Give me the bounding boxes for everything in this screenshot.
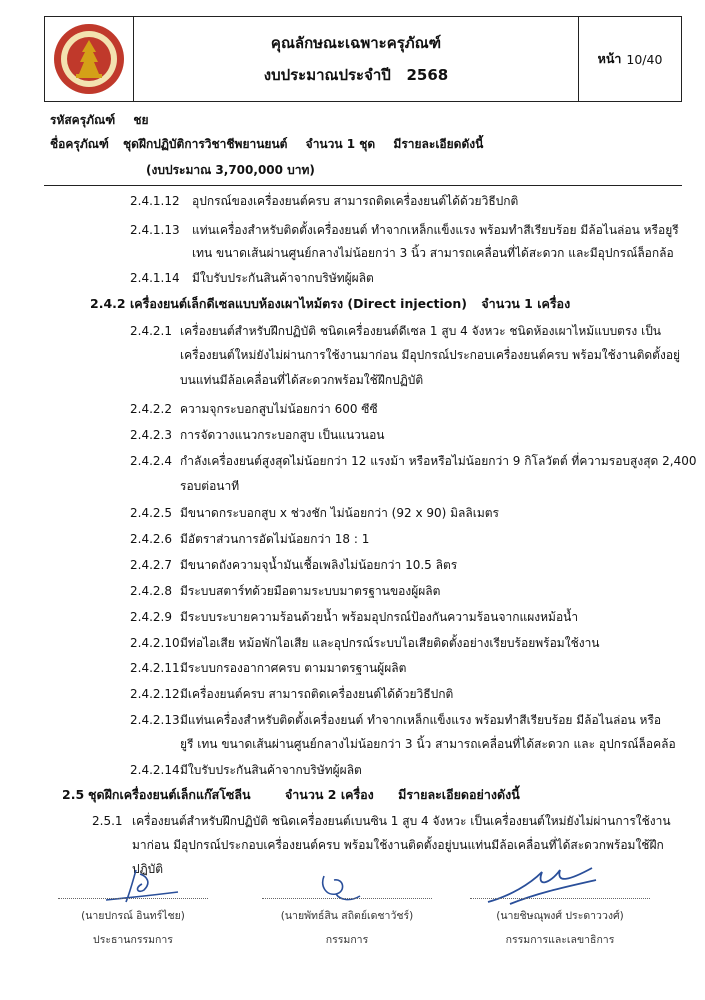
list-item: 2.4.1.13 แท่นเครื่องสำหรับติดตั้งเครื่องยนต์ ทำจากเหล็กแข็งแรง พร้อมทำสีเรียบร้อย มีล้อไนล่อน หรือยูรี (130, 223, 679, 237)
header-title-block (134, 17, 578, 101)
item-name-label: ชื่อครุภัณฑ์ (50, 137, 109, 151)
item-budget: (งบประมาณ 3,700,000 บาท) (146, 163, 315, 177)
list-item: 2.4.2.6 มีอัตราส่วนการอัดไม่น้อยกว่า 18 : 1 (130, 532, 370, 546)
list-item: 2.4.2.3 การจัดวางแนวกระบอกสูบ เป็นแนวนอน (130, 428, 385, 442)
list-item-continuation: เครื่องยนต์ใหม่ยังไม่ผ่านการใช้งานมาก่อน มีอุปกรณ์ประกอบเครื่องยนต์ครบ พร้อมใช้งานติดตั้งอยู่ (180, 348, 681, 362)
page-value: 10/40 (626, 51, 663, 67)
vocational-education-seal-icon (52, 22, 126, 96)
list-item: 2.4.2.10มีท่อไอเสีย หม้อพักไอเสีย และอุปกรณ์ระบบไอเสียติดตั้งอย่างเรียบร้อยพร้อมใช้งาน (130, 636, 600, 650)
item-name-value: ชุดฝึกปฏิบัติการวิชาชีพยานยนต์ (123, 137, 288, 151)
list-item: 2.4.2.7 มีขนาดถังความจุน้ำมันเชื้อเพลิงไม่น้อยกว่า 10.5 ลิตร (130, 558, 458, 572)
list-item: 2.4.2.5 มีขนาดกระบอกสูบ x ช่วงชัก ไม่น้อยกว่า (92 x 90) มิลลิเมตร (130, 506, 499, 520)
logo-cell (45, 17, 134, 101)
signer-role: กรรมการและเลขาธิการ (505, 934, 615, 946)
item-code-label: รหัสครุภัณฑ์ (50, 113, 116, 127)
item-detail-note: มีรายละเอียดดังนี้ (393, 137, 484, 151)
list-item-continuation: มาก่อน มีอุปกรณ์ประกอบเครื่องยนต์ครบ พร้อมใช้งานติดตั้งอยู่บนแท่นมีล้อเคลื่อนที่ได้สะดวกพร้อมใช้ฝึก (132, 838, 664, 852)
list-item-continuation: เทน ขนาดเส้นผ่านศูนย์กลางไม่น้อยกว่า 3 นิ้ว สามารถเคลื่อนที่ได้สะดวก และมีอุปกรณ์ล็อกล้อ (192, 246, 674, 260)
list-item: 2.4.1.12 อุปกรณ์ของเครื่องยนต์ครบ สามารถติดเครื่องยนต์ได้ด้วยวิธีปกติ (130, 194, 519, 208)
header-divider (44, 185, 682, 186)
item-code-row (50, 112, 149, 128)
signature-line (262, 898, 432, 899)
page-label: หน้า (597, 51, 622, 66)
section-heading-25: 2.5 ชุดฝึกเครื่องยนต์เล็กแก๊สโซลีน จำนวน 2 เครื่อง มีรายละเอียดอย่างดังนี้ (62, 787, 520, 802)
list-item-continuation: ยูรี เทน ขนาดเส้นผ่านศูนย์กลางไม่น้อยกว่า 3 นิ้ว สามารถเคลื่อนที่ได้สะดวก และ อุปกรณ์ล็อคล้อ (180, 737, 676, 751)
page-number-cell (578, 17, 681, 101)
header-title-line1: คุณลักษณะเฉพาะครุภัณฑ์ (270, 34, 442, 52)
list-item: 2.4.2.4 กำลังเครื่องยนต์สูงสุดไม่น้อยกว่า 12 แรงม้า หรือหรือไม่น้อยกว่า 9 กิโลวัตต์ ที่ความรอบสูงสุด 2,400 (130, 454, 697, 468)
list-item-continuation: บนแท่นมีล้อเคลื่อนที่ได้สะดวกพร้อมใช้ฝึกปฏิบัติ (180, 373, 424, 387)
list-item: 2.4.1.14 มีใบรับประกันสินค้าจากบริษัทผู้ผลิต (130, 271, 374, 285)
signature-block-secretary (470, 898, 650, 947)
signer-name: (นายปกรณ์ อินทร์ไชย) (81, 910, 185, 922)
header-title-line2: งบประมาณประจำปี 2568 (263, 66, 449, 84)
list-item: 2.4.2.2 ความจุกระบอกสูบไม่น้อยกว่า 600 ซีซี (130, 402, 378, 416)
item-quantity: จำนวน 1 ชุด (305, 137, 376, 151)
list-item: 2.4.2.8 มีระบบสตาร์ทด้วยมือตามระบบมาตรฐานของผู้ผลิต (130, 584, 441, 598)
signature-block-chairman (58, 898, 208, 947)
list-item: 2.4.2.1 เครื่องยนต์สำหรับฝึกปฏิบัติ ชนิดเครื่องยนต์ดีเซล 1 สูบ 4 จังหวะ ชนิดห้องเผาไหม้แบบตรง เป็น (130, 324, 662, 338)
list-item-continuation: รอบต่อนาที (180, 479, 240, 493)
document-header (44, 16, 682, 102)
signature-line (470, 898, 650, 899)
signature-line (58, 898, 208, 899)
list-item: 2.4.2.11มีระบบกรองอากาศครบ ตามมาตรฐานผู้ผลิต (130, 661, 407, 675)
section-heading-242: 2.4.2 เครื่องยนต์เล็กดีเซลแบบห้องเผาไหม้ตรง (Direct injection) จำนวน 1 เครื่อง (90, 296, 571, 311)
list-item: 2.5.1 เครื่องยนต์สำหรับฝึกปฏิบัติ ชนิดเครื่องยนต์เบนซิน 1 สูบ 4 จังหวะ เป็นเครื่องยนต์ใหม่ยังไม่ผ่านการใช้งาน (92, 814, 671, 828)
list-item: 2.4.2.13มีแท่นเครื่องสำหรับติดตั้งเครื่องยนต์ ทำจากเหล็กแข็งแรง พร้อมทำสีเรียบร้อย มีล้อไนล่อน หรือ (130, 713, 662, 727)
signer-role: ประธานกรรมการ (93, 934, 173, 946)
signer-name: (นายชิษณุพงศ์ ประดาววงศ์) (496, 910, 624, 922)
list-item-continuation: ปฏิบัติ (132, 862, 164, 876)
list-item: 2.4.2.12มีเครื่องยนต์ครบ สามารถติดเครื่องยนต์ได้ด้วยวิธีปกติ (130, 687, 454, 701)
signer-role: กรรมการ (325, 934, 369, 946)
signature-block-member (262, 898, 432, 947)
list-item: 2.4.2.9 มีระบบระบายความร้อนด้วยน้ำ พร้อมอุปกรณ์ป้องกันความร้อนจากแผงหม้อน้ำ (130, 610, 579, 624)
item-code-value: ชย (133, 113, 149, 127)
list-item: 2.4.2.14มีใบรับประกันสินค้าจากบริษัทผู้ผลิต (130, 763, 362, 777)
signer-name: (นายพัทธ์สิน สถิตย์เดชาวัชร์) (280, 910, 414, 922)
item-name-row (50, 136, 483, 152)
